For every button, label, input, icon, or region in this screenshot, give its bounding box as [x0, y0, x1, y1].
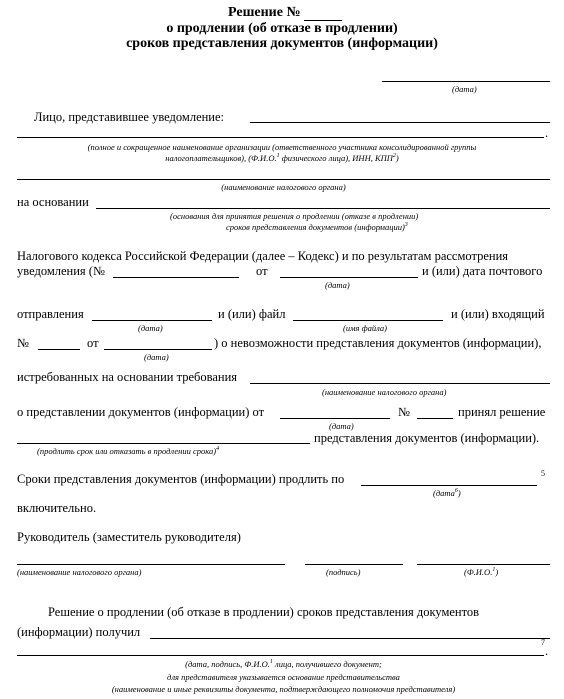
extend-date-sup: 6	[454, 488, 458, 494]
period-mark: .	[545, 126, 549, 140]
notice-from-label: от	[256, 264, 268, 278]
org-caption-b: физического лица), ИНН, КПП	[279, 153, 393, 163]
extend-decision-field[interactable]	[17, 443, 310, 444]
person-field-2[interactable]	[17, 137, 544, 138]
basis-note2-sup: 3	[404, 222, 408, 228]
file-name-field[interactable]	[293, 320, 443, 321]
demand-date-field[interactable]	[280, 418, 390, 419]
demand-number-label: №	[398, 405, 410, 419]
notice-label: уведомления (№	[17, 264, 105, 278]
head-sign-field[interactable]	[305, 564, 403, 565]
head-fio-sup: 1	[492, 567, 496, 573]
extend-date-note	[433, 488, 461, 498]
head-fio-note	[464, 567, 498, 577]
received-note1-b: лица, получившего документ;	[272, 659, 382, 669]
org-caption-sup2: 2	[392, 153, 396, 159]
submission-label: представления документов (информации).	[314, 431, 540, 445]
basis-note2-text: сроков представления документов (информации)	[226, 222, 405, 232]
requested-org-field[interactable]	[250, 383, 550, 384]
head-org-note: (наименование налогового органа)	[17, 567, 142, 577]
incoming-date-note: (дата)	[144, 352, 169, 362]
head-fio-text: (Ф.И.О.	[464, 567, 493, 577]
extend-until-field[interactable]	[361, 485, 537, 486]
inclusive-label: включительно.	[17, 501, 97, 515]
received-note1	[17, 659, 550, 669]
extend-date-end: )	[457, 488, 461, 498]
basis-field[interactable]	[96, 208, 550, 209]
received-note1-sup: 1	[269, 659, 273, 665]
tax-org-note: (наименование налогового органа)	[221, 182, 346, 192]
demand-date-note: (дата)	[329, 421, 354, 431]
head-org-field[interactable]	[17, 564, 285, 565]
file-name-note: (имя файла)	[343, 323, 388, 333]
extend-note	[37, 446, 219, 456]
incoming-number-label: №	[17, 336, 29, 350]
demand-number-field[interactable]	[417, 418, 453, 419]
requested-org-note: (наименование налогового органа)	[322, 387, 447, 397]
file-label: и (или) файл	[218, 307, 286, 321]
title-line1: Решение №	[228, 5, 301, 20]
incoming-from-label: от	[87, 336, 99, 350]
decision-taken-label: принял решение	[458, 405, 546, 419]
received-note2: для представителя указывается основание представительства	[167, 672, 400, 682]
demand-label: о представлении документов (информации) от	[17, 405, 265, 419]
notice-date-field[interactable]	[280, 277, 418, 278]
decision-date-field[interactable]	[382, 81, 550, 82]
tax-org-field[interactable]	[17, 179, 550, 180]
dispatch-date-field[interactable]	[92, 320, 212, 321]
received-line2: (информации) получил	[17, 625, 141, 639]
impossibility-text: ) о невозможности представления документов (информации),	[214, 336, 542, 350]
decision-date-note: (дата)	[452, 84, 477, 94]
incoming-number-field[interactable]	[38, 349, 80, 350]
title-line2: о продлении (об отказе в продлении)	[166, 21, 398, 36]
received-note3: (наименование и иные реквизиты документа, подтверждающего полномочия представителя)	[111, 684, 456, 694]
extend-until-label: Сроки представления документов (информации) продлить по	[17, 472, 345, 486]
extend-date-text: (дата	[433, 488, 455, 498]
basis-note2	[226, 222, 408, 232]
notice-date-note: (дата)	[325, 280, 350, 290]
dispatch-label: отправления	[17, 307, 84, 321]
extend-note-sup: 4	[216, 446, 220, 452]
received-line1: Решение о продлении (об отказе в продлении) сроков представления документов	[48, 605, 480, 619]
head-sign-note: (подпись)	[326, 567, 361, 577]
received-field[interactable]	[150, 638, 550, 639]
period-mark-2: .	[545, 644, 549, 658]
org-caption-sup1: 1	[276, 153, 280, 159]
head-fio-field[interactable]	[417, 564, 550, 565]
org-caption-line2	[20, 153, 544, 163]
org-caption-c: )	[395, 153, 399, 163]
postal-label: и (или) дата почтового	[422, 264, 543, 278]
person-field[interactable]	[250, 122, 550, 123]
paragraph-code: Налогового кодекса Российской Федерации (далее – Кодекс) и по результатам рассмотрения	[17, 249, 509, 263]
extend-note-text: (продлить срок или отказать в продлении срока)	[37, 446, 217, 456]
received-note1-a: (дата, подпись, Ф.И.О.	[185, 659, 270, 669]
head-fio-end: )	[495, 567, 499, 577]
incoming-label: и (или) входящий	[451, 307, 545, 321]
head-label: Руководитель (заместитель руководителя)	[17, 530, 241, 544]
footnote-7: 7	[541, 638, 545, 647]
footnote-5: 5	[541, 469, 545, 478]
dispatch-date-note: (дата)	[138, 323, 163, 333]
received-field-2[interactable]	[17, 655, 544, 656]
requested-label: истребованных на основании требования	[17, 370, 238, 384]
basis-note1: (основания для принятия решения о продлении (отказе в продлении)	[170, 211, 419, 221]
person-label: Лицо, представившее уведомление:	[34, 110, 225, 124]
incoming-date-field[interactable]	[104, 349, 212, 350]
org-caption-a: налогоплательщиков), (Ф.И.О.	[165, 153, 277, 163]
org-caption-line1: (полное и сокращенное наименование организации (ответственного участника консолидированной группы	[87, 142, 477, 152]
notice-number-field[interactable]	[113, 277, 239, 278]
title-line3: сроков представления документов (информации)	[126, 36, 438, 51]
basis-label: на основании	[17, 195, 89, 209]
